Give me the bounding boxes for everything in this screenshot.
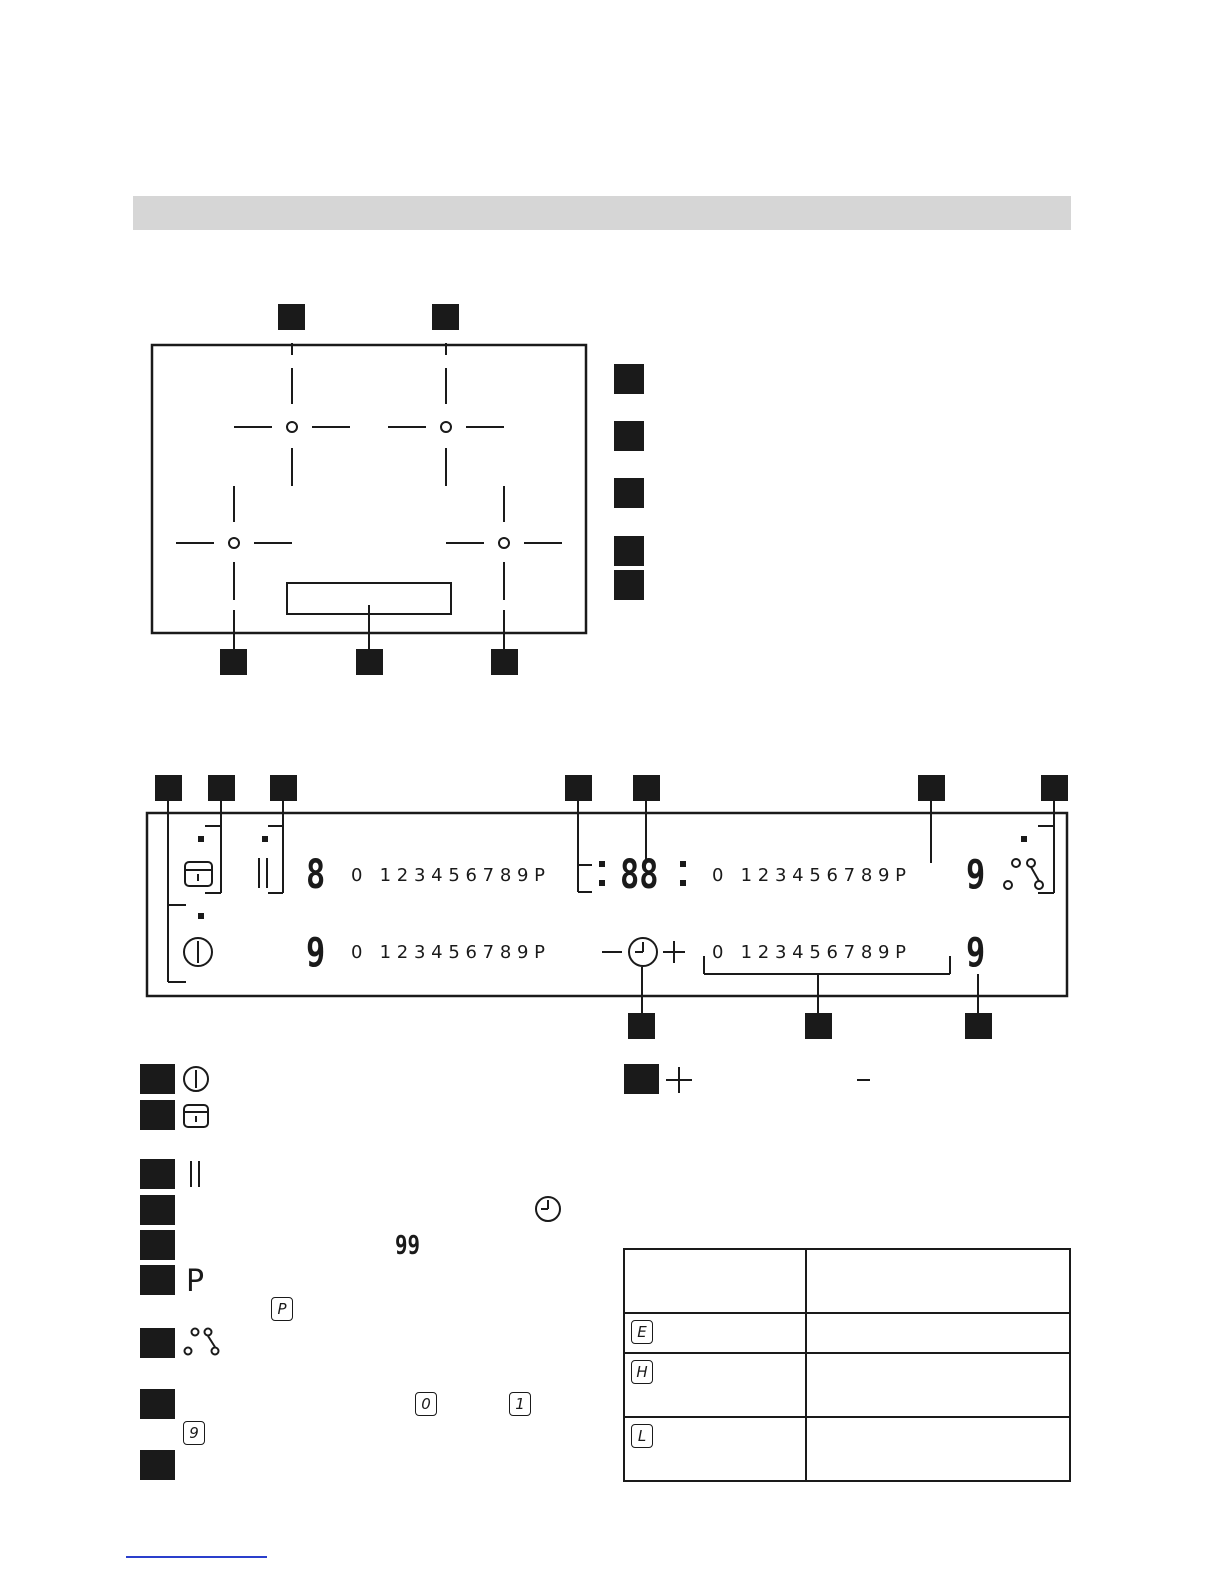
control-panel-diagram bbox=[0, 760, 1224, 1050]
legend-marker bbox=[614, 478, 644, 508]
callout-marker bbox=[628, 1013, 655, 1039]
hob-diagram bbox=[0, 0, 1224, 700]
callout-marker bbox=[565, 775, 592, 801]
table-row bbox=[624, 1249, 1070, 1313]
table-row bbox=[624, 1313, 1070, 1353]
callout-marker bbox=[278, 304, 305, 330]
callout-marker bbox=[805, 1013, 832, 1039]
callout-marker bbox=[633, 775, 660, 801]
legend-marker bbox=[614, 536, 644, 566]
power-scale-top-right[interactable]: 0 1 2 3 4 5 6 7 8 9 P bbox=[712, 865, 907, 886]
display-timer: 88 bbox=[620, 852, 659, 898]
legend-marker bbox=[614, 421, 644, 451]
power-scale-bottom-left[interactable]: 0 1 2 3 4 5 6 7 8 9 P bbox=[351, 942, 546, 963]
glyph-p: P bbox=[186, 1264, 205, 1299]
glyph-9-boxed: 9 bbox=[183, 1421, 205, 1445]
zone-center-bottom-left bbox=[229, 538, 239, 548]
callout-marker bbox=[918, 775, 945, 801]
callout-marker bbox=[155, 775, 182, 801]
glyph-99: 99 bbox=[395, 1231, 421, 1261]
callout-marker bbox=[220, 649, 247, 675]
display-bottom-left: 9 bbox=[306, 930, 326, 976]
legend-marker bbox=[614, 570, 644, 600]
display-bottom-right: 9 bbox=[966, 930, 986, 976]
error-glyph-h: H bbox=[631, 1360, 653, 1384]
power-scale-top-left[interactable]: 0 1 2 3 4 5 6 7 8 9 P bbox=[351, 865, 546, 886]
legend-marker bbox=[140, 1450, 175, 1480]
callout-marker bbox=[491, 649, 518, 675]
display-top-left: 8 bbox=[306, 852, 326, 898]
zone-center-top-left bbox=[287, 422, 297, 432]
legend-marker bbox=[614, 364, 644, 394]
glyph-1-boxed: 1 bbox=[509, 1392, 531, 1416]
callout-marker bbox=[356, 649, 383, 675]
control-panel-outline bbox=[147, 813, 1067, 996]
zone-center-bottom-right bbox=[499, 538, 509, 548]
error-glyph-e: E bbox=[631, 1320, 653, 1344]
footer-link-underline[interactable] bbox=[126, 1556, 267, 1558]
glyph-0-boxed: 0 bbox=[415, 1392, 437, 1416]
display-top-right: 9 bbox=[966, 852, 986, 898]
error-code-table bbox=[623, 1248, 1071, 1482]
callout-marker bbox=[208, 775, 235, 801]
error-glyph-l: L bbox=[631, 1424, 653, 1448]
bridge-icon bbox=[1012, 859, 1020, 867]
callout-marker bbox=[965, 1013, 992, 1039]
callout-marker bbox=[432, 304, 459, 330]
power-scale-bottom-right[interactable]: 0 1 2 3 4 5 6 7 8 9 P bbox=[712, 942, 907, 963]
callout-marker bbox=[1041, 775, 1068, 801]
bridge-icon bbox=[192, 1329, 199, 1336]
hob-outline bbox=[152, 345, 586, 633]
table-row bbox=[624, 1353, 1070, 1417]
glyph-p-boxed: P bbox=[271, 1297, 293, 1321]
table-row bbox=[624, 1417, 1070, 1481]
callout-marker bbox=[270, 775, 297, 801]
zone-center-top-right bbox=[441, 422, 451, 432]
